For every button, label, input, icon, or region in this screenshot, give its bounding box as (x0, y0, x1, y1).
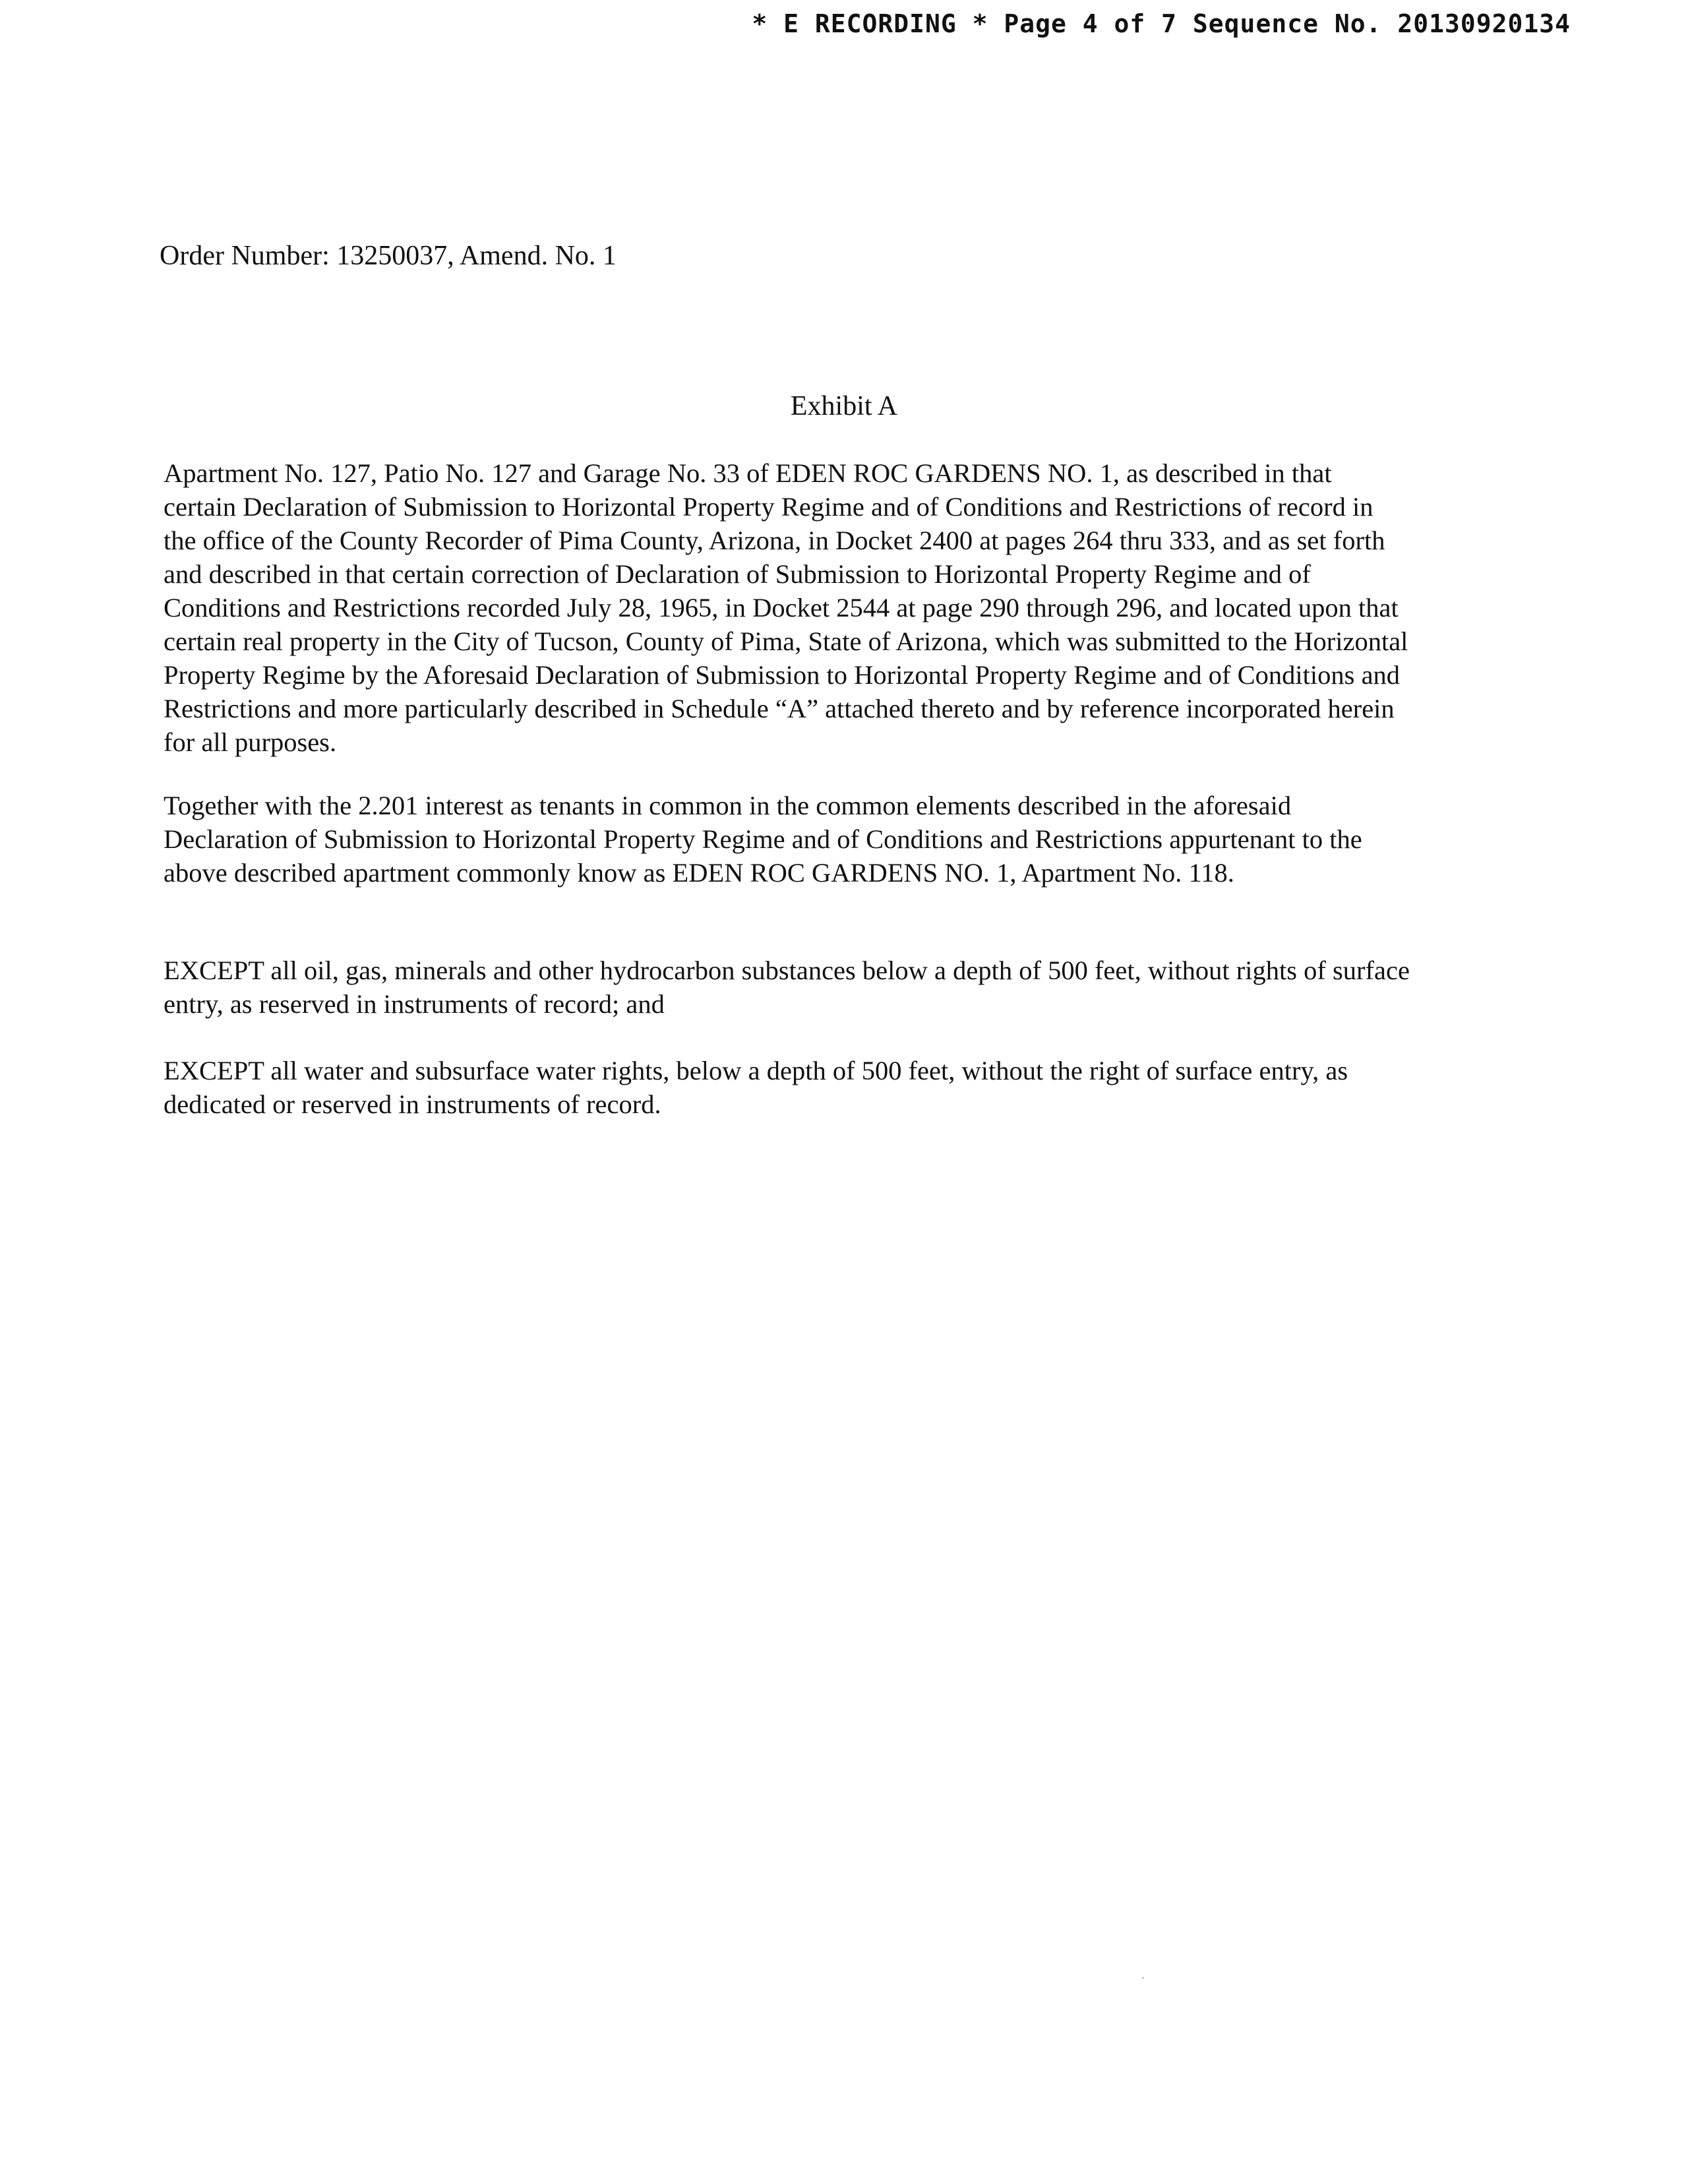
mineral-exception-paragraph: EXCEPT all oil, gas, minerals and other hydrocarbon substances below a depth of 500 feet, without rights of surface entry, as reserved in instruments of record; and (164, 956, 1410, 1019)
exhibit-title: Exhibit A (790, 391, 898, 421)
legal-description-paragraph: Apartment No. 127, Patio No. 127 and Garage No. 33 of EDEN ROC GARDENS NO. 1, as described in that certain Declaration of Submission to Horizontal Property Regime and of Conditions and Restrictions of record in the office of the County Recorder of Pima County, Arizona, in Docket 2400 at pages 264 thru 333, and as set forth and described in that certain correction of Declaration of Submission to Horizontal Property Regime and of Conditions and Restrictions recorded July 28, 1965, in Docket 2544 at page 290 through 296, and located upon that certain real property in the City of Tucson, County of Pima, State of Arizona, which was submitted to the Horizontal Property Regime by the Aforesaid Declaration of Submission to Horizontal Property Regime and of Conditions and Restrictions and more particularly described in Schedule “A” attached thereto and by reference incorporated herein for all purposes. (164, 458, 1408, 757)
common-interest-paragraph: Together with the 2.201 interest as tenants in common in the common elements described in the aforesaid Declaration of Submission to Horizontal Property Regime and of Conditions and Restrictions appurtenant to the above described apartment commonly know as EDEN ROC GARDENS NO. 1, Apartment No. 118. (164, 791, 1362, 888)
scan-speck (1142, 1977, 1144, 1979)
water-rights-exception-paragraph: EXCEPT all water and subsurface water rights, below a depth of 500 feet, without the right of surface entry, as dedicated or reserved in instruments of record. (164, 1056, 1348, 1119)
order-number: Order Number: 13250037, Amend. No. 1 (160, 241, 617, 271)
recording-header: * E RECORDING * Page 4 of 7 Sequence No. 20130920134 (752, 9, 1571, 38)
